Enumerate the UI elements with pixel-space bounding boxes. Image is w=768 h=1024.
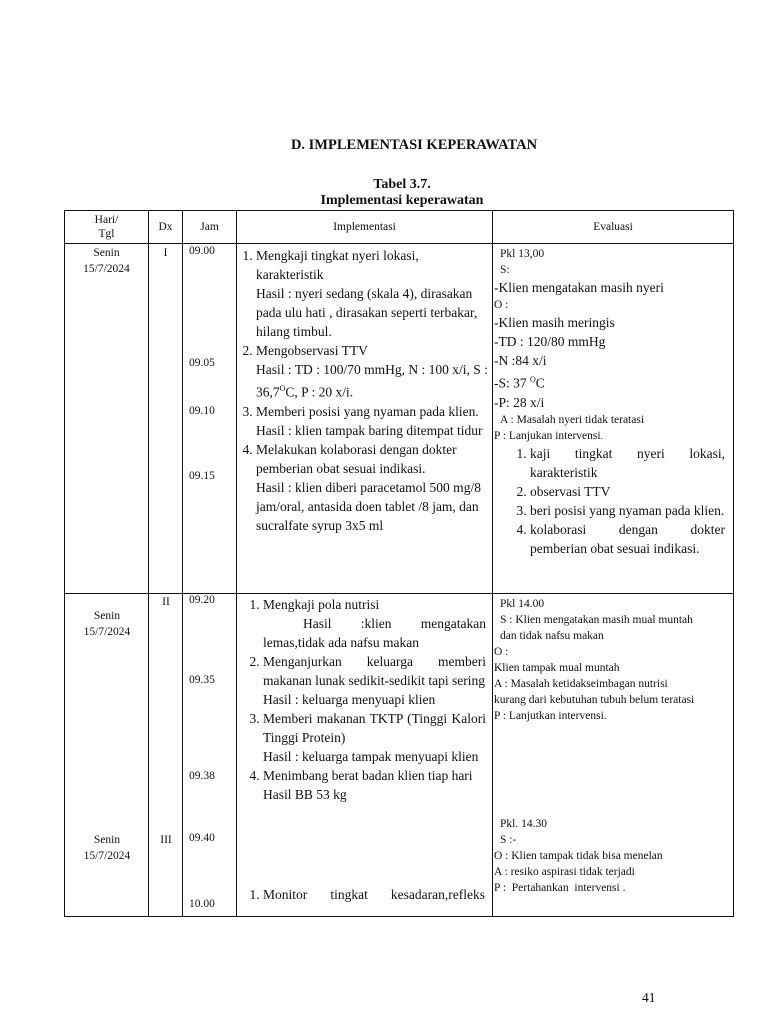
result-text xyxy=(256,360,488,402)
implementation-cell xyxy=(237,594,493,917)
table-row xyxy=(65,244,734,594)
action-text: Menimbang berat badan klien tiap hari xyxy=(263,768,473,783)
action-text: Memberi posisi yang nyaman pada klien. xyxy=(256,403,479,419)
diagnosis-cell xyxy=(149,594,183,917)
eval-o-label: O : xyxy=(494,299,509,311)
day-label: Senin xyxy=(93,834,121,846)
time-label: 09.40 xyxy=(189,832,215,844)
plan-item: 2. observasi TTV xyxy=(530,482,725,501)
eval-p-plan-dot: . xyxy=(600,430,603,441)
diagnosis-label: III xyxy=(160,834,172,846)
day-date-cell xyxy=(65,244,149,594)
action-text: Melakukan kolaborasi dengan dokter pemberian obat sesuai indikasi. xyxy=(256,441,457,476)
eval-s-text: S :- xyxy=(500,834,517,846)
eval-time: Pkl 14.00 xyxy=(500,598,545,610)
col-header-hari xyxy=(65,211,149,244)
col-header-dx: Dx xyxy=(149,211,183,244)
evaluation-cell xyxy=(493,244,734,594)
eval-temp-part: -S: 37 xyxy=(494,375,531,391)
implementation-table xyxy=(64,210,734,917)
diagnosis-label: II xyxy=(162,596,170,608)
time-label: 09.00 xyxy=(189,245,215,257)
implementation-item xyxy=(256,402,488,440)
implementation-item xyxy=(256,246,488,341)
time-label: 09.38 xyxy=(189,770,215,782)
day-label: Senin xyxy=(93,247,120,259)
result-text: Hasil : keluarga tampak menyuapi klien xyxy=(263,749,479,764)
eval-a-text: A : resiko aspirasi tidak terjadi xyxy=(494,866,635,878)
result-text: Hasil : klien diberi paracetamol 500 mg/8 jam/oral, antasida doen tablet /8 jam, dan sucralfate syrup 3x5 ml xyxy=(256,479,481,533)
action-text: Mengkaji tingkat nyeri lokasi, karakteristik xyxy=(256,248,419,282)
eval-plan-list xyxy=(494,444,733,558)
eval-a-text: A : Masalah ketidakseimbagan nutrisi xyxy=(494,678,668,690)
eval-p-text xyxy=(494,428,733,444)
date-label: 15/7/2024 xyxy=(83,626,131,638)
result-text: Hasil BB 53 kg xyxy=(263,787,347,802)
time-label: 09.15 xyxy=(189,470,215,482)
eval-p-plan-text: P : Lanjukan intervensi xyxy=(494,429,601,442)
implementation-item xyxy=(263,652,486,709)
date-label: 15/7/2024 xyxy=(83,263,130,275)
time-cell xyxy=(183,244,237,594)
plan-item: 3. beri posisi yang nyaman pada klien. xyxy=(530,501,725,520)
eval-p-text: P : Lanjutkan intervensi. xyxy=(494,710,607,722)
result-text: Hasil : nyeri sedang (skala 4), dirasakan pada ulu hati , dirasakan seperti terbakar, hilang timbul. xyxy=(256,286,478,339)
day-date-cell xyxy=(65,594,149,917)
table-header-row xyxy=(65,211,734,244)
col-header-implementasi: Implementasi xyxy=(237,211,493,244)
action-text: Mengobservasi TTV xyxy=(256,343,368,358)
eval-o-temp xyxy=(494,370,733,393)
col-header-hari-line2: Tgl xyxy=(98,228,115,240)
eval-o-label: O : xyxy=(494,646,509,658)
time-label: 09.20 xyxy=(189,594,215,606)
plan-item: 1. kaji tingkat nyeri lokasi, karakteristik xyxy=(530,444,725,482)
result-text-part: C, P : 20 x/i. xyxy=(285,384,354,400)
day-label: Senin xyxy=(93,610,121,622)
eval-s-label: S: xyxy=(500,264,510,276)
time-label: 09.35 xyxy=(189,674,215,686)
eval-p-text: P : Pertahankan intervensi . xyxy=(494,882,626,894)
eval-s-text: -Klien mengatakan masih nyeri xyxy=(494,280,664,295)
degree-sup: O xyxy=(279,384,286,393)
eval-o-text: -TD : 120/80 mmHg xyxy=(494,334,606,349)
action-text: Mengkaji pola nutrisi xyxy=(263,597,380,612)
eval-s-text: S : Klien mengatakan masih mual muntah xyxy=(500,614,693,626)
result-text: Hasil :klien mengatakan lemas,tidak ada nafsu makan xyxy=(263,616,486,650)
time-label: 09.05 xyxy=(189,357,215,369)
implementation-item xyxy=(263,595,486,652)
evaluation-cell xyxy=(493,594,734,917)
table-caption: Tabel 3.7. xyxy=(373,177,431,192)
implementation-item xyxy=(263,766,486,804)
implementation-cell xyxy=(237,244,493,594)
col-header-jam: Jam xyxy=(183,211,237,244)
eval-s-text: dan tidak nafsu makan xyxy=(500,630,604,642)
col-header-evaluasi: Evaluasi xyxy=(493,211,734,244)
diagnosis-cell: I xyxy=(149,244,183,594)
result-text: Hasil : klien tampak baring ditempat tidur xyxy=(256,422,483,438)
eval-time: Pkl 13,00 xyxy=(500,248,545,260)
eval-o-text: Klien tampak mual muntah xyxy=(494,662,620,674)
implementation-item xyxy=(263,709,486,766)
eval-o-text: -N :84 x/i xyxy=(494,353,547,368)
eval-a-text: kurang dari kebutuhan tubuh belum teratasi xyxy=(494,694,695,706)
implementation-item xyxy=(256,341,488,402)
time-cell xyxy=(183,594,237,917)
action-text: Memberi makanan TKTP (Tinggi Kalori Tinggi Protein) xyxy=(263,711,486,745)
table-row xyxy=(65,594,734,917)
time-label: 10.00 xyxy=(189,898,215,910)
implementation-item xyxy=(256,440,488,535)
eval-o-text: -P: 28 x/i xyxy=(494,394,545,410)
eval-temp-part: C xyxy=(535,375,545,391)
eval-o-text: -Klien masih meringis xyxy=(494,315,615,330)
result-text-part: Hasil : TD : 100/70 mmHg, N : 100 x/i, S : 36,7 xyxy=(256,362,488,400)
section-title: D. IMPLEMENTASI KEPERAWATAN xyxy=(290,137,538,153)
table-title: Implementasi keperawatan xyxy=(320,193,484,208)
plan-item: 4. kolaborasi dengan dokter pemberian obat sesuai indikasi. xyxy=(530,520,725,558)
degree-sup: O xyxy=(530,375,536,384)
eval-a-text: A : Masalah nyeri tidak teratasi xyxy=(500,413,645,426)
page-number: 41 xyxy=(642,990,656,1005)
date-label: 15/7/2024 xyxy=(83,850,131,862)
col-header-hari-line1: Hari/ xyxy=(94,214,119,226)
eval-time: Pkl. 14.30 xyxy=(500,818,547,830)
eval-o-text: O : Klien tampak tidak bisa menelan xyxy=(494,850,663,862)
result-text: Hasil : keluarga menyuapi klien xyxy=(263,692,436,707)
implementation-item: 1. Monitor tingkat kesadaran,refleks xyxy=(263,885,485,904)
time-label: 09.10 xyxy=(189,405,215,417)
action-text: Menganjurkan keluarga memberi makanan lunak sedikit-sedikit tapi sering xyxy=(263,654,486,688)
